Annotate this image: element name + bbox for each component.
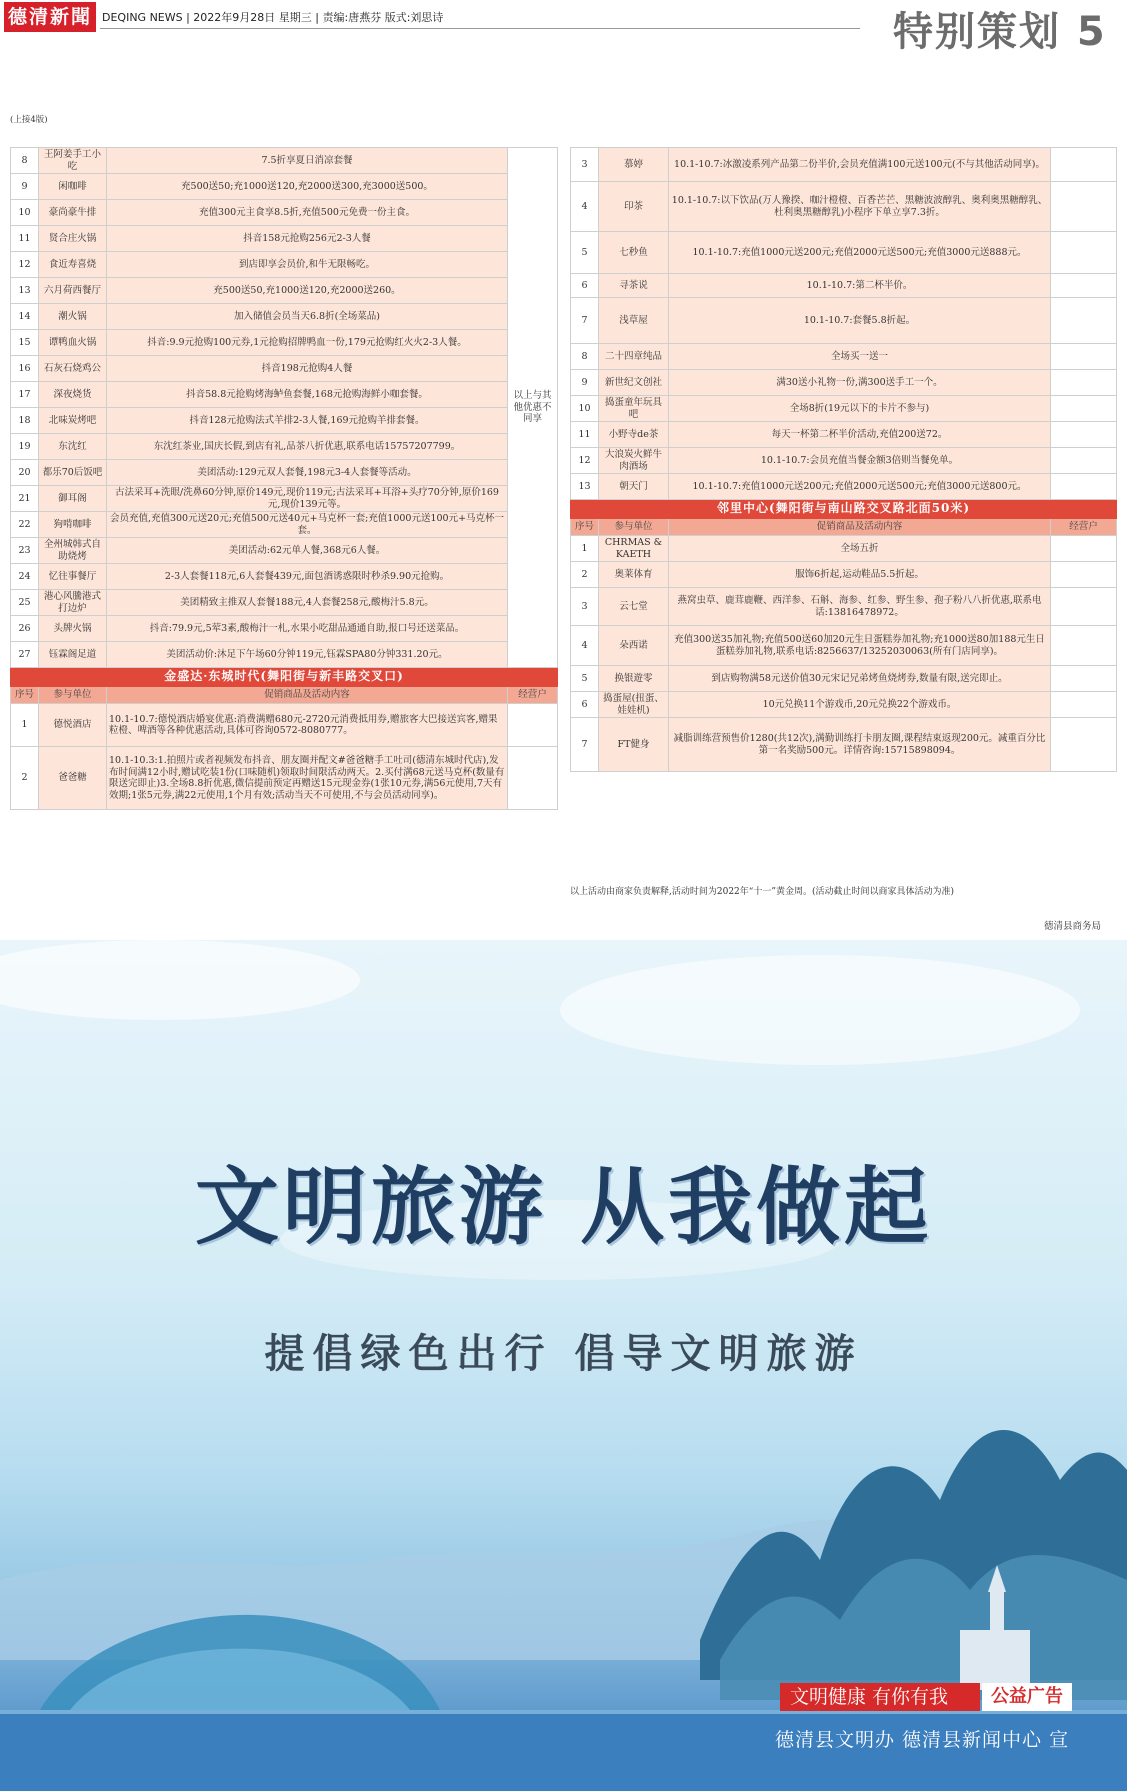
- row-number: 9: [11, 174, 39, 200]
- merchant-name: 二十四章纯品: [599, 344, 669, 370]
- merchant-name: 深夜烧货: [39, 382, 107, 408]
- promotion-text: 抖音128元抢购法式羊排2-3人餐,169元抢购羊排套餐。: [107, 408, 508, 434]
- merchant-name: 都乐70后饭吧: [39, 460, 107, 486]
- table-row: [11, 304, 558, 330]
- promotion-text: 全场买一送一: [669, 344, 1051, 370]
- promotion-text: 10.1-10.7:套餐5.8折起。: [669, 298, 1051, 344]
- operator-cell: [1051, 396, 1117, 422]
- row-number: 6: [571, 274, 599, 298]
- operator-cell: [1051, 182, 1117, 232]
- merchant-name: 头牌火锅: [39, 616, 107, 642]
- operator-cell: [1051, 448, 1117, 474]
- table-row: [11, 356, 558, 382]
- merchant-name: 钰霖阁足道: [39, 642, 107, 668]
- row-number: 25: [11, 590, 39, 616]
- promotion-text: 减脂训练营预售价1280(共12次),满勤训练打卡朋友圈,课程结束返现200元。减重百分比第一名奖励500元。详情咨询:15715898094。: [669, 718, 1051, 772]
- table-row: [571, 396, 1117, 422]
- row-number: 13: [571, 474, 599, 500]
- exclusion-note: 以上与其他优惠不同享: [508, 148, 558, 668]
- table-row: [571, 562, 1117, 588]
- row-number: 2: [571, 562, 599, 588]
- operator-cell: [1051, 298, 1117, 344]
- operator-cell: [1051, 422, 1117, 448]
- footer-credit: 德清县商务局: [1044, 921, 1102, 932]
- row-number: 8: [11, 148, 39, 174]
- merchant-name: 换银遊零: [599, 666, 669, 692]
- promotion-text: 充500送50;充1000送120,充2000送300,充3000送500。: [107, 174, 508, 200]
- merchant-name: 朵西诺: [599, 626, 669, 666]
- promotion-text: 抖音158元抢购256元2-3人餐: [107, 226, 508, 252]
- table-row: [571, 692, 1117, 718]
- public-ad-tag: 公益广告: [982, 1683, 1072, 1711]
- castle-shape: [960, 1630, 1030, 1690]
- table-row: [571, 718, 1117, 772]
- merchant-name: 谭鸭血火锅: [39, 330, 107, 356]
- row-number: 12: [11, 252, 39, 278]
- operator-cell: [1051, 588, 1117, 626]
- row-number: 12: [571, 448, 599, 474]
- operator-cell: [1051, 148, 1117, 182]
- header-row: [11, 687, 558, 704]
- promotion-text: 充500送50,充1000送120,充2000送260。: [107, 278, 508, 304]
- merchant-name: FT健身: [599, 718, 669, 772]
- cloud-shape: [0, 940, 360, 1020]
- promotion-text: 10.1-10.7:德悦酒店婚宴优惠:消费满赠680元-2720元消费抵用券,赠旅客大巴接送宾客,赠果粒橙、啤酒等各种优惠活动,具体可咨询0572-8080777。: [107, 704, 508, 747]
- merchant-name: 朝天门: [599, 474, 669, 500]
- promotion-text: 10.1-10.7:充值1000元送200元;充值2000元送500元;充值3000元送800元。: [669, 474, 1051, 500]
- merchant-name: CHRMAS & KAETH: [599, 536, 669, 562]
- promotion-text: 服饰6折起,运动鞋品5.5折起。: [669, 562, 1051, 588]
- table-row: [11, 382, 558, 408]
- row-number: 13: [11, 278, 39, 304]
- promotion-text: 抖音198元抢购4人餐: [107, 356, 508, 382]
- column-header: 促销商品及活动内容: [107, 687, 508, 704]
- row-number: 27: [11, 642, 39, 668]
- promotion-text: 抖音:9.9元抢购100元券,1元抢购招牌鸭血一份,179元抢购红火火2-3人餐。: [107, 330, 508, 356]
- operator-cell: [1051, 344, 1117, 370]
- merchant-name: 港心风騰港式打边炉: [39, 590, 107, 616]
- promotion-text: 全场五折: [669, 536, 1051, 562]
- operator-cell: [1051, 370, 1117, 396]
- column-header: 促销商品及活动内容: [669, 519, 1051, 536]
- merchant-name: 七秒鱼: [599, 232, 669, 274]
- merchant-name: 奥莱体育: [599, 562, 669, 588]
- merchant-name: 六月荷西餐厅: [39, 278, 107, 304]
- poster-slogan-bar: [780, 1683, 1080, 1711]
- table-row: [11, 616, 558, 642]
- table-row: [11, 252, 558, 278]
- row-number: 10: [571, 396, 599, 422]
- operator-cell: [1051, 474, 1117, 500]
- merchant-name: 小野寺de茶: [599, 422, 669, 448]
- promotion-text: 美团活动:129元双人套餐,198元3-4人套餐等活动。: [107, 460, 508, 486]
- table-row: [571, 182, 1117, 232]
- poster-subtitle: 提倡绿色出行 倡导文明旅游: [264, 1330, 863, 1377]
- footer-note: 以上活动由商家负责解释,活动时间为2022年“十一”黄金周。(活动截止时间以商家具体活动为准): [570, 887, 954, 897]
- row-number: 7: [571, 718, 599, 772]
- table-row: [11, 486, 558, 512]
- table-row: [11, 200, 558, 226]
- promotion-text: 10.1-10.7:冰激凌系列产品第二份半价,会员充值满100元送100元(不与其他活动同享)。: [669, 148, 1051, 182]
- merchant-name: 豪尚豪牛排: [39, 200, 107, 226]
- row-number: 1: [11, 704, 39, 747]
- merchant-name: 北味炭烤吧: [39, 408, 107, 434]
- row-number: 19: [11, 434, 39, 460]
- table-row: [571, 474, 1117, 500]
- merchant-name: 食近寿喜烧: [39, 252, 107, 278]
- operator-cell: [1051, 562, 1117, 588]
- row-number: 2: [11, 747, 39, 810]
- merchant-name: 寻茶说: [599, 274, 669, 298]
- operator-cell: [508, 704, 558, 747]
- merchant-name: 忆往事餐厅: [39, 564, 107, 590]
- row-number: 9: [571, 370, 599, 396]
- row-number: 15: [11, 330, 39, 356]
- header-row: [571, 519, 1117, 536]
- table-row: [11, 434, 558, 460]
- section-title-row: [11, 668, 558, 687]
- continued-note: (上接4版): [10, 115, 48, 125]
- row-number: 5: [571, 232, 599, 274]
- table-row: [11, 564, 558, 590]
- header-divider: [100, 28, 860, 29]
- promotion-text: 到店即享会员价,和牛无限畅吃。: [107, 252, 508, 278]
- operator-cell: [1051, 626, 1117, 666]
- right-promo-table: [570, 147, 1117, 772]
- operator-cell: [1051, 536, 1117, 562]
- row-number: 26: [11, 616, 39, 642]
- merchant-name: 云七堂: [599, 588, 669, 626]
- row-number: 6: [571, 692, 599, 718]
- merchant-name: 大浪炭火鲜牛肉酒场: [599, 448, 669, 474]
- row-number: 21: [11, 486, 39, 512]
- merchant-name: 印茶: [599, 182, 669, 232]
- table-row: [11, 330, 558, 356]
- merchant-name: 狗啃咖啡: [39, 512, 107, 538]
- table-row: [11, 408, 558, 434]
- operator-cell: [1051, 666, 1117, 692]
- promotion-text: 充值300送35加礼物;充值500送60加20元生日蛋糕券加礼物;充1000送80加188元生日蛋糕券加礼物,联系电话:8256637/13252030063(所有门店同享)。: [669, 626, 1051, 666]
- operator-cell: [508, 747, 558, 810]
- merchant-name: 德悦酒店: [39, 704, 107, 747]
- row-number: 22: [11, 512, 39, 538]
- column-header: 序号: [571, 519, 599, 536]
- column-header: 经营户: [1051, 519, 1117, 536]
- row-number: 10: [11, 200, 39, 226]
- promotion-text: 10元兑换11个游戏币,20元兑换22个游戏币。: [669, 692, 1051, 718]
- row-number: 11: [571, 422, 599, 448]
- column-header: 参与单位: [599, 519, 669, 536]
- operator-cell: [1051, 718, 1117, 772]
- promotion-text: 会员充值,充值300元送20元;充值500元送40元+马克杯一套;充值1000元送100元+马克杯一套。: [107, 512, 508, 538]
- column-header: 经营户: [508, 687, 558, 704]
- merchant-name: 全州城韩式自助烧烤: [39, 538, 107, 564]
- row-number: 23: [11, 538, 39, 564]
- merchant-name: 御耳阁: [39, 486, 107, 512]
- table-row: [571, 148, 1117, 182]
- cloud-shape: [560, 955, 1080, 1065]
- poster-title: 文明旅游 从我做起: [194, 1158, 933, 1256]
- section-title-row: [571, 500, 1117, 519]
- public-service-poster: [0, 940, 1127, 1791]
- castle-shape: [990, 1590, 1004, 1635]
- row-number: 3: [571, 148, 599, 182]
- poster-slogan: 文明健康 有你有我: [790, 1686, 949, 1708]
- merchant-name: 捣蛋童年玩具吧: [599, 396, 669, 422]
- page-title: 特别策划 5: [893, 9, 1107, 55]
- table-row: [571, 232, 1117, 274]
- table-row: [571, 626, 1117, 666]
- row-number: 8: [571, 344, 599, 370]
- row-number: 5: [571, 666, 599, 692]
- table-row: [571, 588, 1117, 626]
- merchant-name: 潮火锅: [39, 304, 107, 330]
- merchant-name: 闲咖啡: [39, 174, 107, 200]
- table-row: [11, 642, 558, 668]
- promotion-text: 每天一杯第二杯半价活动,充值200送72。: [669, 422, 1051, 448]
- row-number: 20: [11, 460, 39, 486]
- table-row: [571, 422, 1117, 448]
- newspaper-logo: 德清新聞: [4, 2, 96, 32]
- section-title: 邻里中心(舞阳街与南山路交叉路北面50米): [571, 500, 1117, 519]
- column-header: 参与单位: [39, 687, 107, 704]
- table-row: [571, 370, 1117, 396]
- merchant-name: 贤合庄火锅: [39, 226, 107, 252]
- table-row: [571, 448, 1117, 474]
- table-row: [11, 460, 558, 486]
- merchant-name: 爸爸糖: [39, 747, 107, 810]
- promotion-text: 美团活动:62元单人餐,368元6人餐。: [107, 538, 508, 564]
- merchant-name: 石灰石烧鸡公: [39, 356, 107, 382]
- promotion-text: 抖音58.8元抢购烤海鲈鱼套餐,168元抢购海鲜小咖套餐。: [107, 382, 508, 408]
- promotion-text: 加入储值会员当天6.8折(全场菜品): [107, 304, 508, 330]
- issue-info: DEQING NEWS | 2022年9月28日 星期三 | 责编:唐燕芬 版式:刘思诗: [102, 11, 444, 24]
- table-row: [11, 174, 558, 200]
- poster-publishers: 德清县文明办 德清县新闻中心 宣: [775, 1729, 1070, 1751]
- merchant-name: 慕婷: [599, 148, 669, 182]
- table-row: [11, 148, 558, 174]
- row-number: 16: [11, 356, 39, 382]
- table-row: [11, 226, 558, 252]
- table-row: [571, 344, 1117, 370]
- merchant-name: 浅草屋: [599, 298, 669, 344]
- left-promo-table: [10, 147, 558, 810]
- row-number: 11: [11, 226, 39, 252]
- table-row: [11, 512, 558, 538]
- row-number: 4: [571, 626, 599, 666]
- promotion-text: 7.5折享夏日消凉套餐: [107, 148, 508, 174]
- row-number: 24: [11, 564, 39, 590]
- promotion-text: 10.1-10.3:1.拍照片或者视频发布抖音、朋友圈并配文#爸爸糖手工吐司(德清东城时代店),发布时间满12小时,赠试吃装1份(口味随机)领取时间限活动两天。2.买付满68元送马克杯(数量有限送完即止)3.全场8.8折优惠,微信提前预定再赠送15元现金券(1张10元券,满56元使用,7天有效期;1张5元券,满22元使用,1个月有效;活动当天不可使用,不与会员活动同享)。: [107, 747, 508, 810]
- promotion-text: 10.1-10.7:第二杯半价。: [669, 274, 1051, 298]
- table-row: [571, 536, 1117, 562]
- row-number: 18: [11, 408, 39, 434]
- row-number: 14: [11, 304, 39, 330]
- row-number: 4: [571, 182, 599, 232]
- row-number: 17: [11, 382, 39, 408]
- promotion-text: 2-3人套餐118元,6人套餐439元,面包酒诱惑限时秒杀9.90元抢购。: [107, 564, 508, 590]
- table-row: [11, 704, 558, 747]
- promotion-text: 10.1-10.7:以下饮品(万人豫揆、咖汁橙橙、百香芒芒、黑糖波波醇乳、奥利奥黑糖醇乳、杜利奥黑糖醇乳)小程序下单立享7.3折。: [669, 182, 1051, 232]
- operator-cell: [1051, 692, 1117, 718]
- table-row: [11, 538, 558, 564]
- table-row: [11, 278, 558, 304]
- row-number: 3: [571, 588, 599, 626]
- table-row: [571, 666, 1117, 692]
- operator-cell: [1051, 232, 1117, 274]
- promotion-text: 全场8折(19元以下的卡片不参与): [669, 396, 1051, 422]
- promotion-text: 抖音:79.9元,5荤3素,酸梅汁一札,水果小吃甜品通通自助,报口号还送菜品。: [107, 616, 508, 642]
- merchant-name: 东沈红: [39, 434, 107, 460]
- table-row: [571, 298, 1117, 344]
- table-row: [11, 590, 558, 616]
- promotion-text: 燕窝虫草、鹿茸鹿鞭、西洋参、石斛、海参、红参、野生参、孢子粉八八折优惠,联系电话:13816478972。: [669, 588, 1051, 626]
- row-number: 7: [571, 298, 599, 344]
- promotion-text: 到店购物满58元送价值30元宋记兄弟烤鱼烧烤券,数量有限,送完即止。: [669, 666, 1051, 692]
- section-title: 金盛达·东城时代(舞阳街与新丰路交叉口): [11, 668, 558, 687]
- promotion-text: 美团活动价:沐足下午场60分钟119元,钰霖SPA80分钟331.20元。: [107, 642, 508, 668]
- promotion-text: 古法采耳+洗眼/洗鼻60分钟,原价149元,现价119元;古法采耳+耳浴+头疗70分钟,原价169元,现价139元等。: [107, 486, 508, 512]
- promotion-text: 美团精致主推双人套餐188元,4人套餐258元,酸梅汁5.8元。: [107, 590, 508, 616]
- operator-cell: [1051, 274, 1117, 298]
- merchant-name: 王阿姜手工小吃: [39, 148, 107, 174]
- column-header: 序号: [11, 687, 39, 704]
- table-row: [11, 747, 558, 810]
- promotion-text: 满30送小礼物一份,满300送手工一个。: [669, 370, 1051, 396]
- promotion-text: 10.1-10.7:充值1000元送200元;充值2000元送500元;充值3000元送888元。: [669, 232, 1051, 274]
- promotion-text: 充值300元主食享8.5折,充值500元免费一份主食。: [107, 200, 508, 226]
- promotion-text: 10.1-10.7:会员充值当餐金额3倍则当餐免单。: [669, 448, 1051, 474]
- promotion-text: 东沈红茶业,国庆长假,到店有礼,品茶八折优惠,联系电话15757207799。: [107, 434, 508, 460]
- merchant-name: 捣蛋屋(扭蛋、娃娃机): [599, 692, 669, 718]
- merchant-name: 新世纪文创社: [599, 370, 669, 396]
- table-row: [571, 274, 1117, 298]
- row-number: 1: [571, 536, 599, 562]
